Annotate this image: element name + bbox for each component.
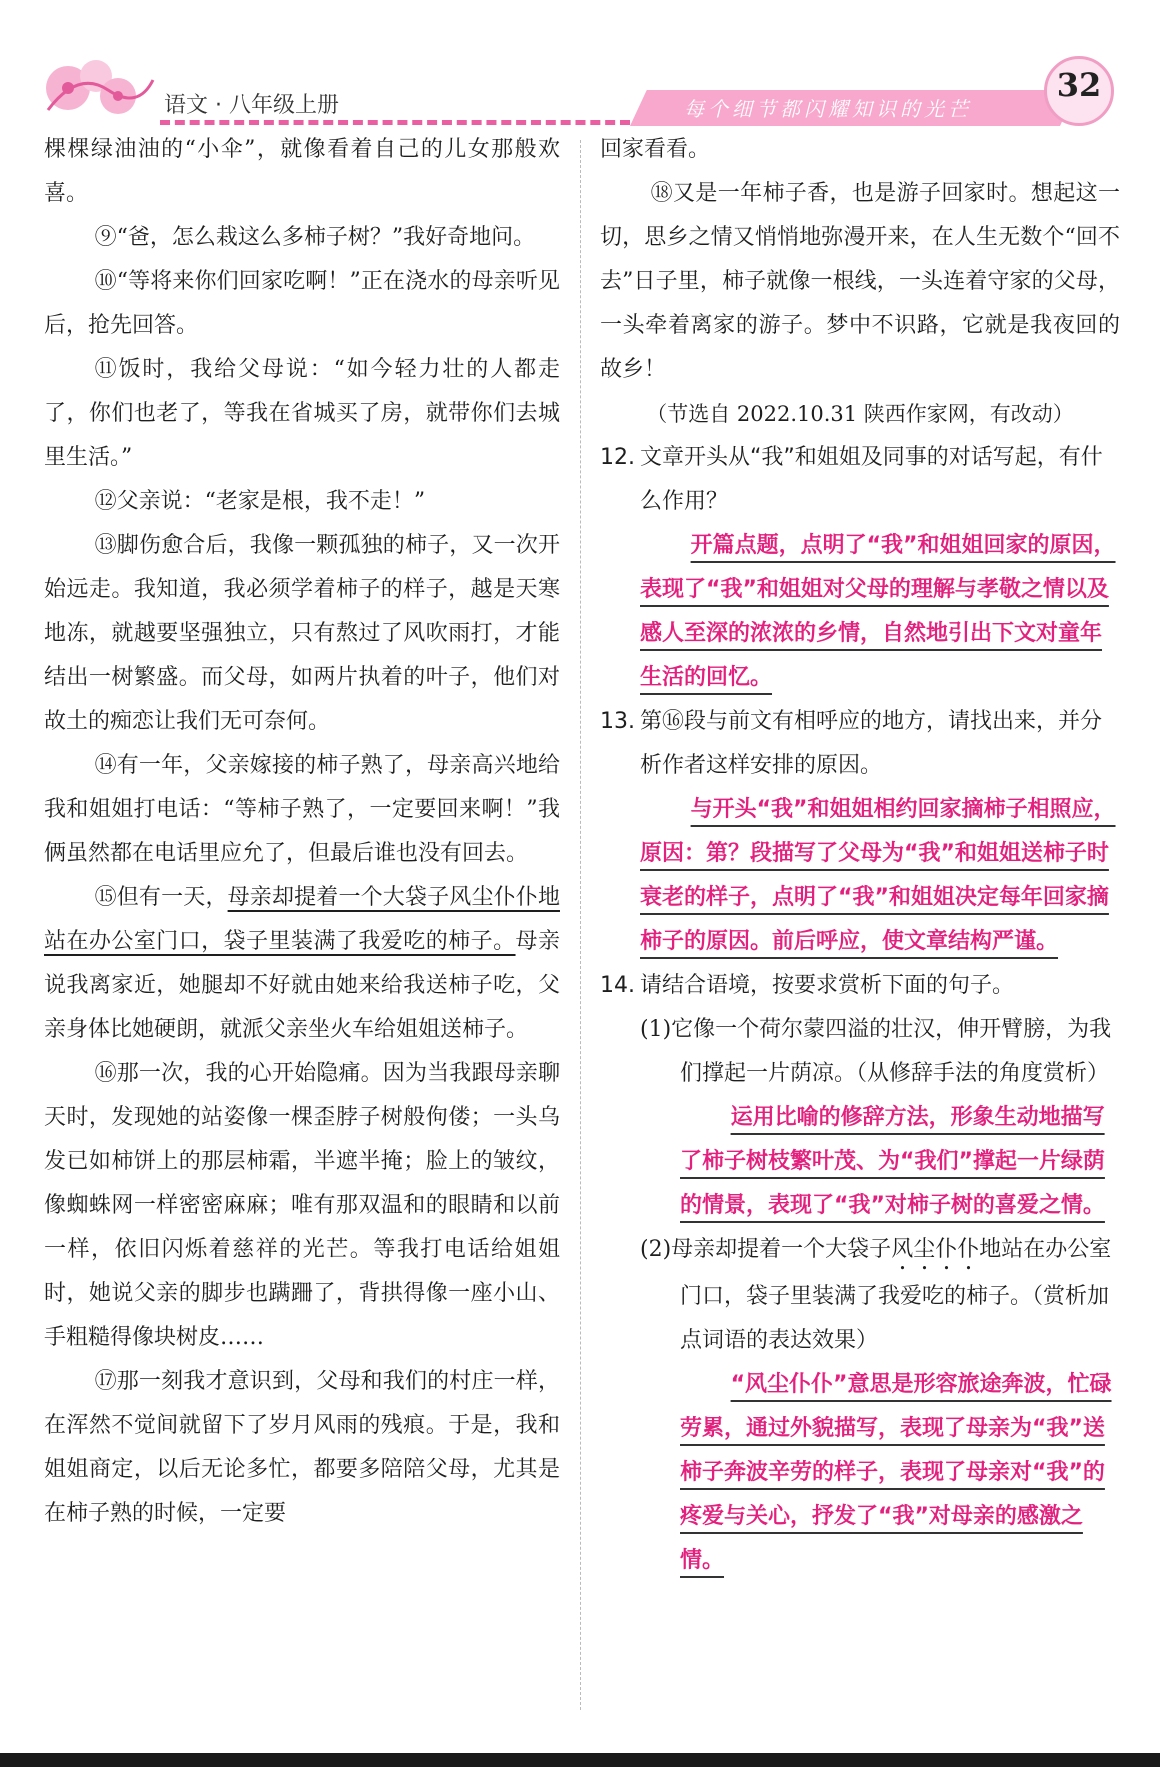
question-text: 第⑯段与前文有相呼应的地方，请找出来，并分析作者这样安排的原因。 <box>640 709 1103 778</box>
question-13 <box>600 700 1120 788</box>
bottom-edge <box>0 1753 1160 1767</box>
p15-post: 母亲说我离家近，她腿却不好就由她来给我送柿子吃，父亲身体比她硬朗，就派父亲坐火车给姐姐送柿子。 <box>44 929 560 1042</box>
source-note: （节选自 2022.10.31 陕西作家网，有改动） <box>646 402 1074 426</box>
page-number: 32 <box>1056 66 1102 104</box>
left-column <box>44 128 560 1536</box>
page-header <box>0 40 1160 140</box>
question-text: 请结合语境，按要求赏析下面的句子。 <box>640 973 1015 998</box>
dotted-phrase: 风尘仆仆 <box>891 1237 980 1262</box>
paragraph-15 <box>44 876 560 1052</box>
paragraph: ⑯那一次，我的心开始隐痛。因为当我跟母亲聊天时，发现她的站姿像一棵歪脖子树般佝偻；一头乌发已如柿饼上的那层柿霜，半遮半掩；脸上的皱纹，像蜘蛛网一样密密麻麻；唯有那双温和的眼睛和以前一样，依旧闪烁着慈祥的光芒。等我打电话给姐姐时，她说父亲的脚步也蹒跚了，背拱得像一座小山、手粗糙得像块树皮…… <box>44 1061 560 1350</box>
floral-ornament-icon <box>38 50 158 126</box>
paragraph: ⑫父亲说：“老家是根，我不走！” <box>94 489 426 514</box>
paragraph-18: ⑱又是一年柿子香，也是游子回家时。想起这一切，思乡之情又悄悄地弥漫开来，在人生无数个“回不去”日子里，柿子就像一根线，一头连着守家的父母，一头牵着离家的游子。梦中不识路，它就是我夜回的故乡！ <box>600 181 1120 382</box>
sub-label: (1) <box>640 1017 672 1042</box>
question-number: 14. <box>600 973 635 998</box>
paragraph: ⑩“等将来你们回家吃啊！”正在浇水的母亲听见后，抢先回答。 <box>44 269 560 338</box>
question-text: 文章开头从“我”和姐姐及同事的对话写起，有什么作用？ <box>640 445 1103 514</box>
column-divider <box>580 140 581 1710</box>
right-column <box>600 128 1120 1583</box>
paragraph: ⑰那一刻我才意识到，父母和我们的村庄一样，在浑然不觉间就留下了岁月风雨的残痕。于是，我和姐姐商定，以后无论多忙，都要多陪陪父母，尤其是在柿子熟的时候，一定要 <box>44 1369 560 1526</box>
question-number: 13. <box>600 709 635 734</box>
answer-text: 与开头“我”和姐姐相约回家摘柿子相照应，原因：第？段描写了父母为“我”和姐姐送柿子时衰老的样子，点明了“我”和姐姐决定每年回家摘柿子的原因。前后呼应，使文章结构严谨。 <box>640 797 1116 954</box>
question-12 <box>600 436 1120 524</box>
paragraph: 棵棵绿油油的“小伞”，就像看着自己的儿女那般欢喜。 <box>44 137 560 206</box>
slogan-text: 每个细节都闪耀知识的光芒 <box>684 97 972 121</box>
paragraph: ⑪饭时，我给父母说：“如今轻力壮的人都走了，你们也老了，等我在省城买了房，就带你们去城里生活。” <box>44 357 560 470</box>
question-14-2 <box>640 1228 1120 1363</box>
paragraph: ⑨“爸，怎么栽这么多柿子树？”我好奇地问。 <box>94 225 536 250</box>
paragraph: ⑬脚伤愈合后，我像一颗孤独的柿子，又一次开始远走。我知道，我必须学着柿子的样子，越是天寒地冻，就越要坚强独立，只有熬过了风吹雨打，才能结出一树繁盛。而父母，如两片执着的叶子，他们对故土的痴恋让我们无可奈何。 <box>44 533 560 734</box>
question-number: 12. <box>600 445 635 470</box>
sub-text-post: 地站在办公室门口，袋子里装满了我爱吃的柿子。（赏析加点词语的表达效果） <box>680 1237 1112 1353</box>
question-14-1 <box>640 1008 1120 1096</box>
paragraph: 回家看看。 <box>600 137 711 162</box>
answer-14-1 <box>680 1096 1120 1228</box>
answer-14-2 <box>680 1363 1120 1583</box>
header-dashed-line <box>160 120 630 125</box>
answer-12 <box>640 524 1120 700</box>
book-title: 语文 · 八年级上册 <box>164 93 339 118</box>
sub-text: 它像一个荷尔蒙四溢的壮汉，伸开臂膀，为我们撑起一片荫凉。（从修辞手法的角度赏析） <box>671 1017 1112 1086</box>
sub-text-pre: 母亲却提着一个大袋子 <box>671 1237 892 1262</box>
answer-13 <box>640 788 1120 964</box>
sub-label: (2) <box>640 1237 672 1262</box>
question-14 <box>600 964 1120 1008</box>
paragraph: ⑭有一年，父亲嫁接的柿子熟了，母亲高兴地给我和姐姐打电话：“等柿子熟了，一定要回来啊！”我俩虽然都在电话里应允了，但最后谁也没有回去。 <box>44 753 560 866</box>
answer-text: 运用比喻的修辞方法，形象生动地描写了柿子树枝繁叶茂、为“我们”撑起一片绿荫的情景，表现了“我”对柿子树的喜爱之情。 <box>680 1105 1105 1218</box>
answer-text: 开篇点题，点明了“我”和姐姐回家的原因，表现了“我”和姐姐对父母的理解与孝敬之情以及感人至深的浓浓的乡情，自然地引出下文对童年生活的回忆。 <box>640 533 1116 690</box>
p15-underlined-sentence: 母亲却提着一个大袋子风尘仆仆地站在办公室门口，袋子里装满了我爱吃的柿子。 <box>44 885 560 954</box>
answer-text: “风尘仆仆”意思是形容旅途奔波，忙碌劳累，通过外貌描写，表现了母亲为“我”送柿子奔波辛劳的样子，表现了母亲对“我”的疼爱与关心，抒发了“我”对母亲的感激之情。 <box>680 1372 1112 1573</box>
p15-pre: ⑮但有一天， <box>94 885 228 910</box>
